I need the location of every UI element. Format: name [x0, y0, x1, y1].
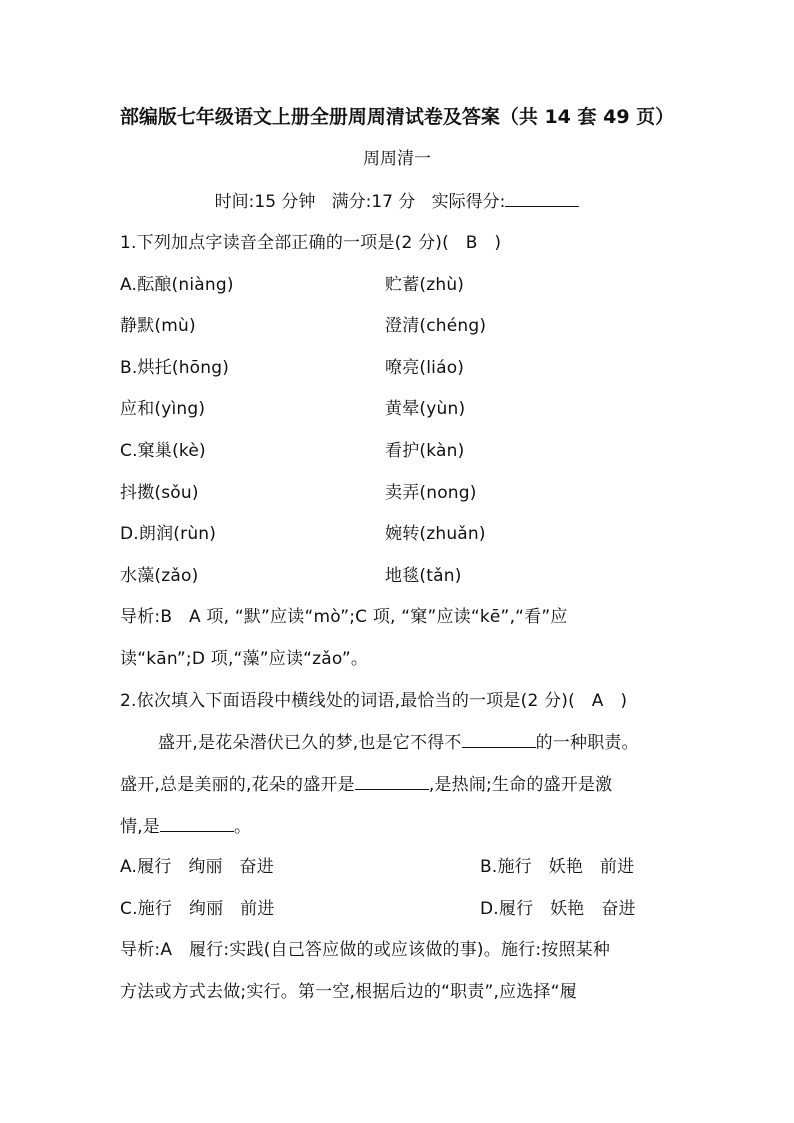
passage-text: 情,是 — [120, 817, 161, 837]
q1-option-text: 婉转(zhuǎn) — [385, 524, 486, 544]
document-title: 部编版七年级语文上册全册周周清试卷及答案（共 14 套 49 页） — [119, 106, 675, 128]
exam-info-text: 时间:15 分钟 满分:17 分 实际得分: — [214, 192, 506, 212]
q1-option-text: B.烘托(hōng) — [120, 358, 230, 378]
fill-blank — [160, 815, 234, 832]
q2-options-row — [120, 856, 635, 878]
q1-option-text: 卖弄(nong) — [385, 483, 477, 503]
q1-option-text: 水藻(zǎo) — [120, 566, 199, 586]
passage-text: ,是热闹;生命的盛开是激 — [428, 775, 613, 795]
q1-row — [120, 440, 465, 462]
q2-option: D.履行 妖艳 奋进 — [480, 899, 636, 919]
q2-option: B.施行 妖艳 前进 — [480, 857, 635, 877]
passage-text: 盛开,总是美丽的,花朵的盛开是 — [120, 775, 355, 795]
q1-analysis-line: 读“kān”;D 项,“藻”应读“zǎo”。 — [120, 649, 369, 669]
passage-text: 盛开,是花朵潜伏已久的梦,也是它不得不 — [158, 733, 462, 753]
q2-passage-line — [120, 773, 612, 796]
q1-row — [120, 398, 466, 420]
q1-option-text: 黄晕(yùn) — [385, 399, 466, 419]
q1-option-text: 嘹亮(liáo) — [385, 358, 465, 378]
q2-analysis-line: 方法或方式去做;实行。第一空,根据后边的“职责”,应选择“履 — [120, 982, 577, 1002]
q1-option-text: 静默(mù) — [120, 316, 196, 336]
q1-option-text: 抖擞(sǒu) — [120, 483, 199, 503]
q2-options-row — [120, 898, 636, 920]
q1-analysis-line: 导析:B A 项, “默”应读“mò”;C 项, “窠”应读“kē”,“看”应 — [120, 607, 568, 627]
q1-option-text: C.窠巢(kè) — [120, 441, 206, 461]
quiz-subtitle: 周周清一 — [363, 149, 431, 169]
q1-option-text: D.朗润(rùn) — [120, 524, 217, 544]
q1-row — [120, 482, 477, 504]
q1-row — [120, 357, 465, 379]
q1-option-text: 贮蓄(zhù) — [385, 275, 465, 295]
question-1-stem: 1.下列加点字读音全部正确的一项是(2 分)( B ) — [120, 233, 502, 253]
exam-info — [0, 190, 794, 213]
q1-option-text: A.酝酿(niàng) — [120, 275, 234, 295]
q1-row — [120, 274, 465, 296]
fill-blank — [355, 773, 429, 790]
q2-option: A.履行 绚丽 奋进 — [120, 857, 274, 877]
q2-option: C.施行 绚丽 前进 — [120, 899, 275, 919]
q1-option-text: 应和(yìng) — [120, 399, 206, 419]
q1-row — [120, 523, 486, 545]
q2-passage-line — [120, 815, 251, 838]
passage-text: 的一种职责。 — [535, 733, 639, 753]
q2-passage-line — [158, 731, 639, 754]
passage-text: 。 — [234, 817, 252, 837]
q1-row — [120, 315, 487, 337]
q1-option-text: 看护(kàn) — [385, 441, 465, 461]
question-2-stem: 2.依次填入下面语段中横线处的词语,最恰当的一项是(2 分)( A ) — [120, 691, 628, 711]
q1-option-text: 地毯(tǎn) — [385, 566, 462, 586]
q1-row — [120, 565, 462, 587]
q1-option-text: 澄清(chéng) — [385, 316, 487, 336]
score-blank — [505, 190, 579, 207]
q2-analysis-line: 导析:A 履行:实践(自己答应做的或应该做的事)。施行:按照某种 — [120, 940, 611, 960]
fill-blank — [462, 731, 536, 748]
